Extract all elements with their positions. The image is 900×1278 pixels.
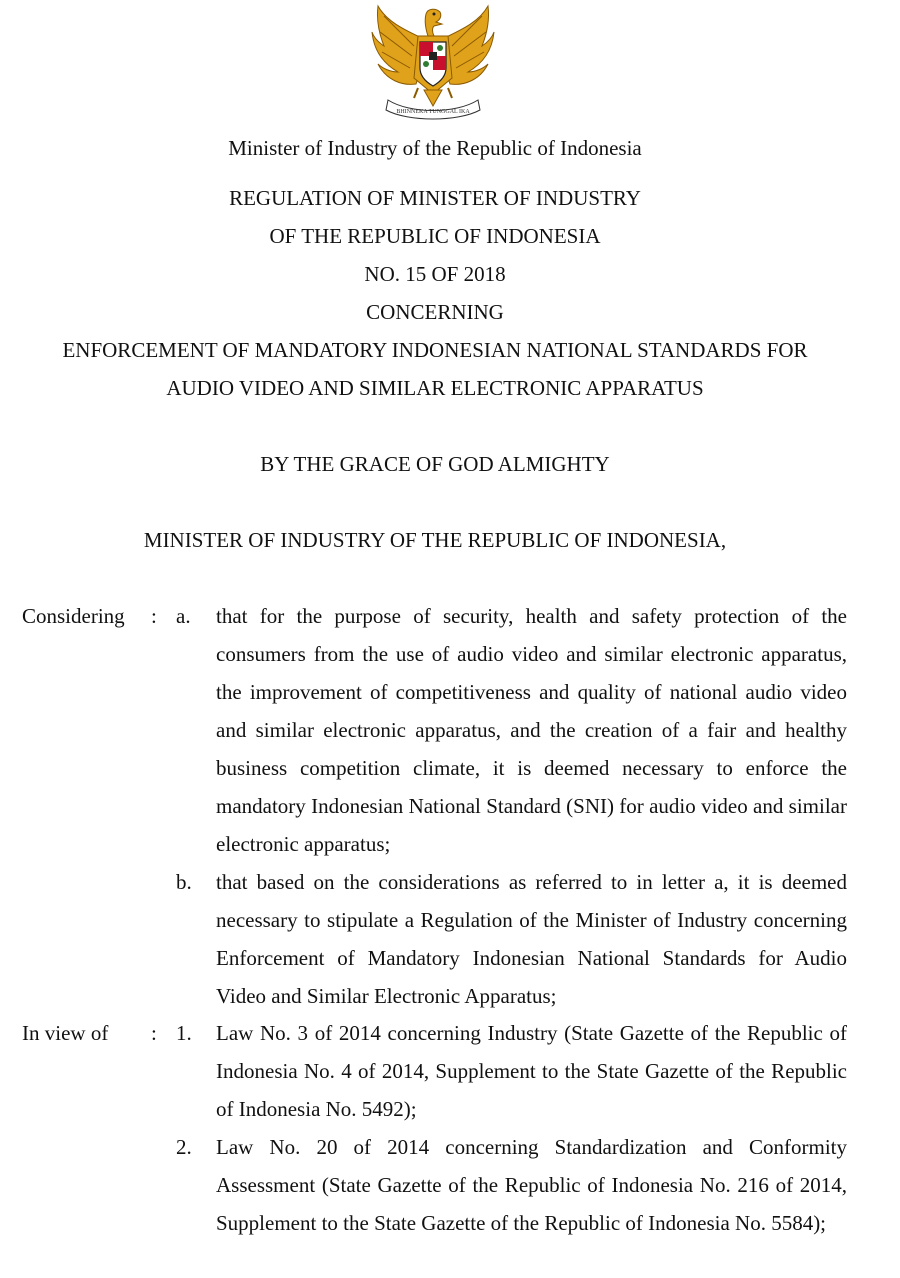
considering-item-text: that for the purpose of security, health and safety protection of the consumers from the use of audio video and similar electronic apparatus, the improvement of competitiveness and quality of national audio video and similar electronic apparatus, and the creation of a fair and healthy business competition climate, it is deemed necessary to enforce the mandatory Indonesian National Standard (SNI) for audio video and similar electronic apparatus; <box>216 604 847 856</box>
regulation-subject-line-2: AUDIO VIDEO AND SIMILAR ELECTRONIC APPARATUS <box>166 376 704 400</box>
emblem-motto-text: BHINNEKA TUNGGAL IKA <box>396 109 470 115</box>
concerning-heading: CONCERNING <box>366 300 504 324</box>
garuda-emblem-icon <box>370 2 496 120</box>
in-view-of-item-text: Law No. 3 of 2014 concerning Industry (State Gazette of the Republic of Indonesia No. 4 of 2014, Supplement to the State Gazette of the Republic of Indonesia No. 5492); <box>216 1021 847 1121</box>
regulation-title-line-1: REGULATION OF MINISTER OF INDUSTRY <box>229 186 641 210</box>
considering-label: Considering <box>22 604 125 628</box>
regulation-number: NO. 15 OF 2018 <box>364 262 506 286</box>
considering-item-text: that based on the considerations as referred to in letter a, it is deemed necessary to stipulate a Regulation of the Minister of Industry concerning Enforcement of Mandatory Indonesian National Standards for Audio Video and Similar Electronic Apparatus; <box>216 870 847 1008</box>
issuer-line: Minister of Industry of the Republic of Indonesia <box>228 136 642 160</box>
considering-item-marker: b. <box>176 870 192 894</box>
invocation: BY THE GRACE OF GOD ALMIGHTY <box>260 452 610 476</box>
in-view-of-item-marker: 1. <box>176 1021 192 1045</box>
in-view-of-item-marker: 2. <box>176 1135 192 1159</box>
considering-colon: : <box>151 604 157 628</box>
considering-item-marker: a. <box>176 604 191 628</box>
in-view-of-label: In view of <box>22 1021 109 1045</box>
in-view-of-colon: : <box>151 1021 157 1045</box>
regulation-title-line-2: OF THE REPUBLIC OF INDONESIA <box>269 224 601 248</box>
in-view-of-item-text: Law No. 20 of 2014 concerning Standardization and Conformity Assessment (State Gazette of the Republic of Indonesia No. 216 of 2014, Supplement to the State Gazette of the Republic of Indonesia No. 5584); <box>216 1135 847 1235</box>
regulation-subject-line-1: ENFORCEMENT OF MANDATORY INDONESIAN NATIONAL STANDARDS FOR <box>62 338 808 362</box>
authority-line: MINISTER OF INDUSTRY OF THE REPUBLIC OF INDONESIA, <box>143 528 727 552</box>
